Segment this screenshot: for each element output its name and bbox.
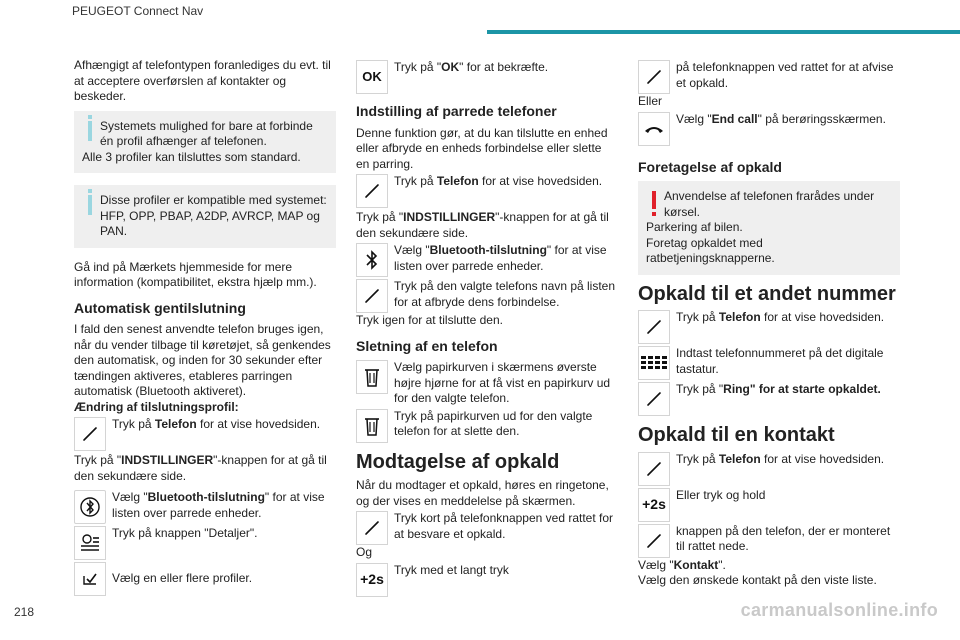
section-heading: Sletning af en telefon — [356, 337, 498, 354]
paragraph: Når du modtager et opkald, høres en ringetone, og der vises en meddelelse på skærmen. — [356, 478, 609, 508]
finger-tap-icon — [356, 279, 388, 313]
bluetooth-icon — [74, 490, 106, 524]
step: Vælg "Bluetooth-tilslutning" for at vise listen over parrede enheder. — [356, 243, 618, 277]
column-2 — [356, 58, 618, 599]
step: Vælg "End call" på berøringsskærmen. — [638, 112, 900, 146]
keypad-icon — [638, 346, 670, 380]
finger-tap-icon — [74, 417, 106, 451]
info-note — [74, 111, 336, 174]
page-number: 218 — [14, 605, 35, 619]
section-heading-large: Modtagelse af opkald — [356, 450, 560, 473]
watermark: carmanualsonline.info — [740, 600, 938, 620]
step: Tryk på "Ring" for at starte opkaldet. — [638, 382, 900, 416]
note-text: Anvendelse af telefonen frarådes under kørsel. — [664, 189, 875, 219]
note-text: Foretag opkaldet med ratbetjeningsknapperne. — [646, 235, 775, 265]
step: +2s Eller tryk og hold — [638, 488, 900, 522]
finger-tap-icon — [638, 60, 670, 94]
section-heading-large: Opkald til et andet nummer — [638, 282, 896, 305]
finger-tap-icon — [356, 174, 388, 208]
paragraph: Gå ind på Mærkets hjemmeside for mere information (kompatibilitet, ekstra hjælp mm.). — [74, 259, 317, 289]
paragraph: Afhængigt af telefontypen foranlediges du evt. til at acceptere overførslen af kontakter og beskeder. — [74, 58, 331, 103]
warning-icon — [652, 191, 656, 209]
paragraph: Tryk igen for at tilslutte den. — [356, 313, 503, 327]
step: Tryk kort på telefonknappen ved rattet for at besvare et opkald. — [356, 511, 618, 545]
step: Indtast telefonnummeret på det digitale tastatur. — [638, 346, 900, 380]
trash-icon — [356, 360, 388, 394]
finger-tap-icon — [638, 524, 670, 558]
paragraph: Tryk på "INDSTILLINGER"-knappen for at gå til den sekundære side. — [74, 453, 327, 483]
paragraph: Tryk på "INDSTILLINGER"-knappen for at gå til den sekundære side. — [356, 210, 609, 240]
finger-tap-icon — [356, 511, 388, 545]
paragraph: Denne funktion gør, at du kan tilslutte en enhed eller afbryde en enheds forbindelse eller slette en parring. — [356, 125, 608, 171]
info-icon — [88, 121, 92, 141]
note-text: Systemets mulighed for bare at forbinde én profil afhænger af telefonen. — [100, 118, 313, 148]
finger-tap-icon — [638, 382, 670, 416]
ok-icon: OK — [356, 60, 388, 94]
section-heading: Foretagelse af opkald — [638, 158, 782, 175]
trash-icon — [356, 409, 388, 443]
step: Tryk på knappen "Detaljer". — [74, 526, 336, 560]
warning-note — [638, 181, 900, 275]
finger-tap-icon — [638, 310, 670, 344]
note-text: Parkering af bilen. — [646, 220, 743, 234]
hang-up-icon — [638, 112, 670, 146]
step: Tryk på Telefon for at vise hovedsiden. — [638, 452, 900, 486]
step: Tryk på den valgte telefons navn på listen for at afbryde dens forbindelse. — [356, 279, 618, 313]
step: OK Tryk på "OK" for at bekræfte. — [356, 60, 618, 94]
step: Vælg en eller flere profiler. — [74, 562, 336, 598]
finger-tap-icon — [638, 452, 670, 486]
running-header: PEUGEOT Connect Nav — [72, 4, 204, 18]
step: på telefonknappen ved rattet for at afvise et opkald. — [638, 60, 900, 94]
step: Tryk på Telefon for at vise hovedsiden. — [638, 310, 900, 344]
section-heading-large: Opkald til en kontakt — [638, 424, 835, 446]
paragraph: Og — [356, 545, 373, 559]
paragraph: Vælg den ønskede kontakt på den viste liste. — [638, 573, 877, 587]
long-press-icon: +2s — [638, 488, 670, 522]
paragraph: Vælg "Kontakt". — [638, 557, 726, 572]
paragraph-bold: Ændring af tilslutningsprofil: — [74, 399, 239, 414]
checkbox-icon — [74, 562, 106, 596]
info-note — [74, 185, 336, 248]
step: Tryk på Telefon for at vise hovedsiden. — [74, 417, 336, 451]
column-3 — [638, 58, 900, 595]
details-list-icon — [74, 526, 106, 560]
bluetooth-icon — [356, 243, 388, 277]
column-1 — [74, 58, 336, 600]
paragraph: Eller — [638, 94, 663, 108]
step: Tryk på Telefon for at vise hovedsiden. — [356, 174, 618, 208]
section-heading: Indstilling af parrede telefoner — [356, 103, 557, 119]
step: Vælg "Bluetooth-tilslutning" for at vise listen over parrede enheder. — [74, 490, 336, 524]
info-icon — [88, 195, 92, 215]
step: +2s Tryk med et langt tryk — [356, 563, 618, 597]
paragraph: I fald den senest anvendte telefon bruges igen, når du vender tilbage til køretøjet, så genkendes den automatisk, og inden for 30 sekunder efter tændingen aktiveres, etableres parringen automatisk (Bluetooth aktiveret). — [74, 322, 331, 398]
note-text: Disse profiler er kompatible med systemet: HFP, OPP, PBAP, A2DP, AVRCP, MAP og PAN. — [100, 193, 327, 238]
long-press-icon: +2s — [356, 563, 388, 597]
step: knappen på den telefon, der er monteret til rattet nede. — [638, 524, 900, 558]
step: Tryk på papirkurven ud for den valgte telefon for at slette den. — [356, 409, 618, 443]
step: Vælg papirkurven i skærmens øverste højre hjørne for at få vist en papirkurv ud for den valgte telefon. — [356, 360, 618, 407]
note-text: Alle 3 profiler kan tilsluttes som standard. — [82, 149, 301, 164]
section-heading: Automatisk gentilslutning — [74, 299, 246, 316]
header-accent-bar — [487, 30, 960, 34]
